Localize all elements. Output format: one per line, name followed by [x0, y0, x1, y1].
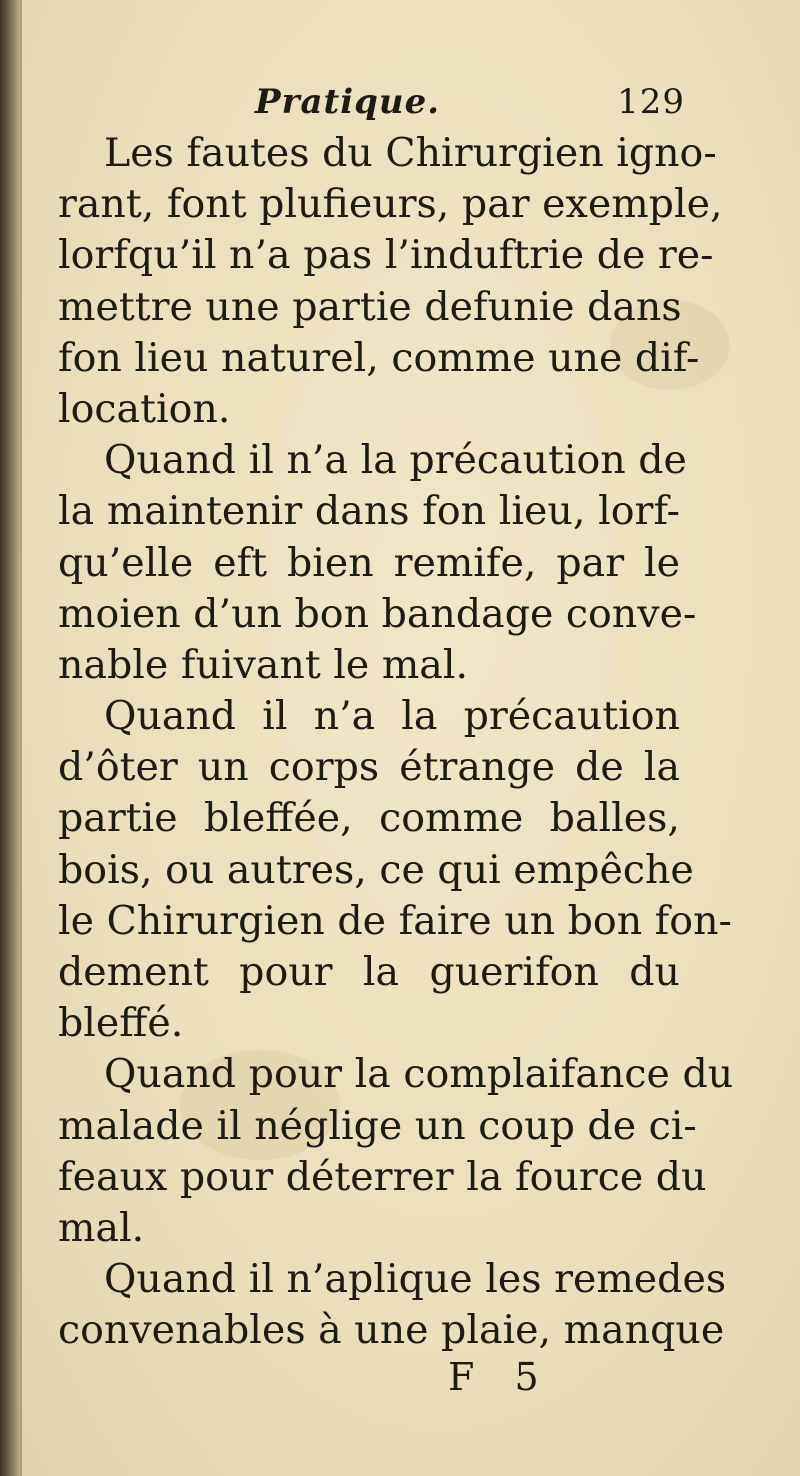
signature-mark: F 5 — [448, 1355, 553, 1399]
text-line: le Chirurgien de faire un bon fon- — [58, 897, 732, 944]
book-binding-edge — [0, 0, 20, 1476]
text-line: mal. — [58, 1204, 145, 1251]
running-head — [255, 82, 685, 130]
running-title: Pratique. — [255, 82, 441, 122]
text-line: partie bleffée, comme balles, — [58, 795, 680, 842]
text-line: bleffé. — [58, 1000, 184, 1047]
text-line: qu’elle eft bien remife, par le — [58, 539, 680, 586]
text-line: mettre une partie defunie dans — [58, 283, 682, 330]
text-line: Quand il n’a la précaution — [104, 693, 680, 740]
text-line: moien d’un bon bandage conve- — [58, 590, 697, 637]
text-line: d’ôter un corps étrange de la — [58, 744, 680, 791]
text-line: location. — [58, 385, 231, 432]
text-line: Quand pour la complaifance du — [104, 1051, 734, 1098]
text-line: lorfqu’il n’a pas l’induftrie de re- — [58, 232, 714, 279]
text-line: malade il néglige un coup de ci- — [58, 1102, 697, 1149]
text-line: nable fuivant le mal. — [58, 641, 469, 688]
text-line: convenables à une plaie, manque — [58, 1307, 725, 1354]
text-line: fon lieu naturel, comme une dif- — [58, 334, 700, 381]
text-line: Quand il n’a la précaution de — [104, 437, 687, 484]
text-line: feaux pour déterrer la fource du — [58, 1153, 707, 1200]
text-line: Les fautes du Chirurgien igno- — [104, 130, 717, 176]
text-line: rant, font plufieurs, par exemple, — [58, 181, 723, 228]
body-text — [58, 128, 734, 1357]
text-line: Quand il n’aplique les remedes — [104, 1256, 727, 1303]
gutter-shadow — [20, 0, 22, 1476]
text-line: dement pour la guerifon du — [58, 949, 680, 995]
page-number: 129 — [617, 82, 685, 122]
text-line: la maintenir dans fon lieu, lorf- — [58, 488, 680, 535]
text-line: bois, ou autres, ce qui empêche — [58, 846, 694, 893]
